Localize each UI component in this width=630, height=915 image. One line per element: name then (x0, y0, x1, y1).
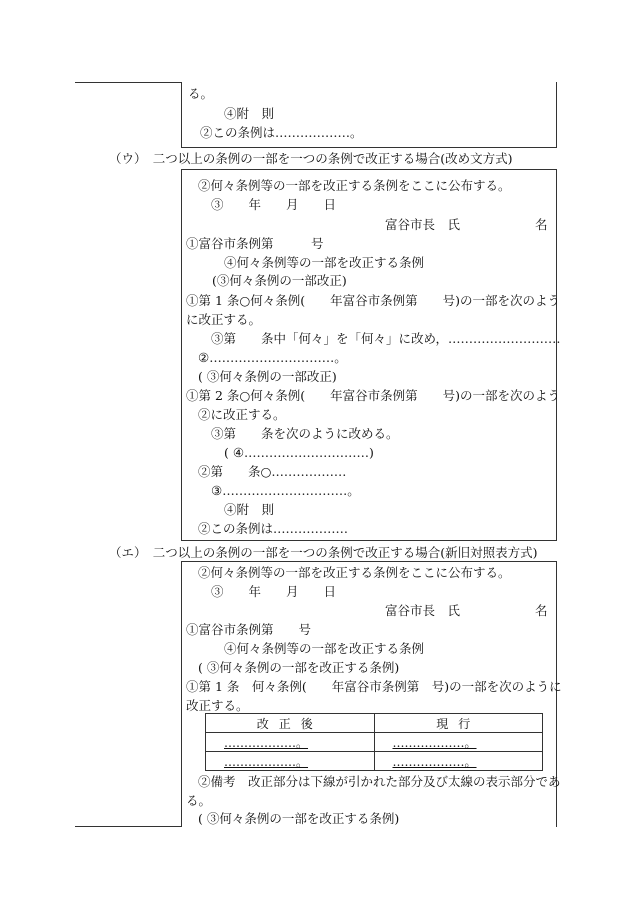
e-line-1: ②何々条例等の一部を改正する条例をここに公布する。 (198, 565, 511, 580)
table-cell: ………………。 (374, 752, 543, 771)
u-line-11: ( ③何々条例の一部改正) (198, 369, 337, 384)
e-line-3: 富谷市長 氏 名 (385, 603, 548, 618)
u-line-2: ③ 年 月 日 (211, 197, 337, 212)
u-line-7: ①第 1 条○何々条例( 年富谷市条例第 号)の一部を次のよう (186, 293, 561, 308)
e-line-7: ①第 1 条 何々条例( 年富谷市条例第 号)の一部を次のように (186, 679, 562, 694)
section-e-heading: （エ） 二つ以上の条例の一部を一つの条例で改正する場合(新旧対照表方式) (109, 545, 538, 560)
e-line-5: ④何々条例等の一部を改正する条例 (224, 641, 425, 656)
u-line-3: 富谷市長 氏 名 (385, 217, 548, 232)
u-line-6: (③何々条例の一部改正) (212, 273, 347, 288)
e-line-8: 改正する。 (186, 698, 249, 713)
table-row (206, 733, 543, 752)
u-line-5: ④何々条例等の一部を改正する条例 (224, 255, 425, 270)
u-line-4: ①富谷市条例第 号 (186, 236, 324, 251)
table-header-new: 改正後 (206, 714, 375, 733)
top-left-rule (75, 82, 181, 83)
e-line-6: ( ③何々条例の一部を改正する条例) (198, 660, 400, 675)
u-line-12: ①第 2 条○何々条例( 年富谷市条例第 号)の一部を次のよう (186, 388, 561, 403)
section-e-left-border (181, 561, 182, 827)
u-line-1: ②何々条例等の一部を改正する条例をここに公布する。 (198, 178, 511, 193)
table-cell: ………………。 (206, 752, 375, 771)
top-line-3: ②この条例は………………。 (200, 125, 363, 140)
top-line-2: ④附 則 (224, 106, 275, 121)
bottom-left-rule (75, 826, 181, 827)
u-line-16: ②第 条○……………… (198, 464, 347, 479)
table-header-current: 現行 (374, 714, 543, 733)
u-line-15: ( ④…………………………) (224, 445, 374, 460)
u-line-14: ③第 条を次のように改める。 (211, 426, 399, 441)
section-u-heading: （ウ） 二つ以上の条例の一部を一つの条例で改正する場合(改め文方式) (109, 151, 513, 166)
e-line-4: ①富谷市条例第 号 (186, 622, 312, 637)
u-line-9: ③第 条中「何々」を「何々」に改め，……………………… (211, 331, 561, 346)
table-cell: ………………。 (206, 733, 375, 752)
u-line-13: ②に改正する。 (198, 407, 286, 422)
e-after-line-3: ( ③何々条例の一部を改正する条例) (198, 811, 400, 826)
u-line-8: に改正する。 (186, 312, 262, 327)
table-row (206, 752, 543, 771)
table-cell: ………………。 (374, 733, 543, 752)
e-after-line-2: る。 (186, 793, 212, 808)
e-after-line-1: ②備考 改正部分は下線が引かれた部分及び太線の表示部分であ (198, 774, 561, 789)
top-line-1: る。 (188, 86, 214, 101)
section-e-top-rule (181, 561, 557, 562)
comparison-table (205, 713, 543, 771)
u-line-17: ③…………………………。 (211, 483, 360, 498)
u-line-19: ②この条例は……………… (198, 521, 349, 536)
u-line-18: ④附 則 (224, 502, 275, 517)
u-line-10: ②…………………………。 (198, 350, 347, 365)
table-header-row (206, 714, 543, 733)
e-line-2: ③ 年 月 日 (211, 584, 337, 599)
